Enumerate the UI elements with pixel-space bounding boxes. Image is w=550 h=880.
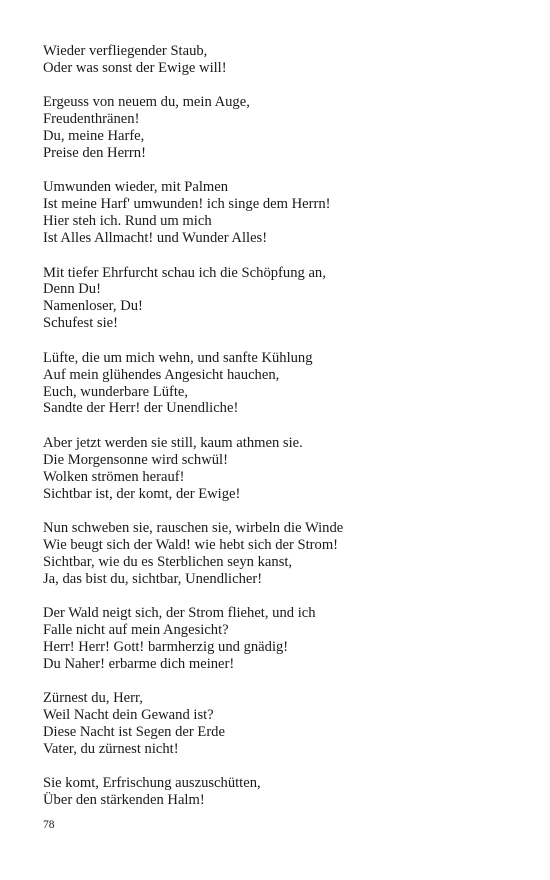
page-number: 78 <box>43 819 55 831</box>
poem-line: Diese Nacht ist Segen der Erde <box>43 724 225 740</box>
poem-line: Sichtbar ist, der komt, der Ewige! <box>43 485 241 502</box>
poem-line: Sandte der Herr! der Unendliche! <box>43 400 239 417</box>
poem-line: Preise den Herrn! <box>43 145 146 162</box>
poem-line: Mit tiefer Ehrfurcht schau ich die Schöpfung an, <box>43 264 326 281</box>
stanza <box>43 43 513 77</box>
poem-line: Sie komt, Erfrischung auszuschütten, <box>43 775 261 792</box>
poem-line: Weil Nacht dein Gewand ist? <box>43 707 214 724</box>
poem-line: Vater, du zürnest nicht! <box>43 740 179 757</box>
poem-line: Herr! Herr! Gott! barmherzig und gnädig! <box>43 638 289 655</box>
stanza <box>43 350 513 418</box>
poem-line: Denn Du! <box>43 281 101 298</box>
stanza <box>43 94 513 162</box>
stanza <box>43 520 513 588</box>
poem-line: Wolken strömen herauf! <box>43 468 185 485</box>
poem-line: Falle nicht auf mein Angesicht? <box>43 621 229 638</box>
poem-line: Aber jetzt werden sie still, kaum athmen sie. <box>43 434 303 451</box>
poem-line: Zürnest du, Herr, <box>43 690 143 707</box>
poem-line: Namenloser, Du! <box>43 298 143 315</box>
poem-line: Schufest sie! <box>43 315 118 332</box>
poem-line: Ja, das bist du, sichtbar, Unendlicher! <box>43 570 263 587</box>
poem-line: Über den stärkenden Halm! <box>43 792 205 809</box>
poem-line: Ist Alles Allmacht! und Wunder Alles! <box>43 230 268 247</box>
poem-line: Sichtbar, wie du es Sterblichen seyn kanst, <box>43 553 293 570</box>
poem-line: Ergeuss von neuem du, mein Auge, <box>43 94 250 111</box>
poem-line: Der Wald neigt sich, der Strom fliehet, und ich <box>43 605 316 622</box>
poem-line: Die Morgensonne wird schwül! <box>43 451 228 468</box>
stanza <box>43 775 513 809</box>
stanza <box>43 265 513 333</box>
poem-line: Hier steh ich. Rund um mich <box>43 213 212 230</box>
poem-line: Wieder verfliegender Staub, <box>43 43 208 59</box>
poem-line: Auf mein glühendes Angesicht hauchen, <box>43 366 280 383</box>
poem-line: Oder was sonst der Ewige will! <box>43 59 227 76</box>
poem-line: Ist meine Harf' umwunden! ich singe dem Herrn! <box>43 196 331 213</box>
poem-line: Wie beugt sich der Wald! wie hebt sich der Strom! <box>43 536 339 553</box>
poem-line: Euch, wunderbare Lüfte, <box>43 383 189 400</box>
poem-line: Freudenthränen! <box>43 111 140 128</box>
stanza <box>43 690 513 758</box>
stanza <box>43 179 513 247</box>
poem-line: Umwunden wieder, mit Palmen <box>43 179 229 196</box>
stanza <box>43 435 513 503</box>
stanza <box>43 605 513 673</box>
poem-line: Nun schweben sie, rauschen sie, wirbeln die Winde <box>43 519 344 536</box>
poem-line: Lüfte, die um mich wehn, und sanfte Kühlung <box>43 349 313 366</box>
poem-line: Du Naher! erbarme dich meiner! <box>43 655 235 672</box>
poem-line: Du, meine Harfe, <box>43 128 145 145</box>
poem-text <box>43 43 513 809</box>
